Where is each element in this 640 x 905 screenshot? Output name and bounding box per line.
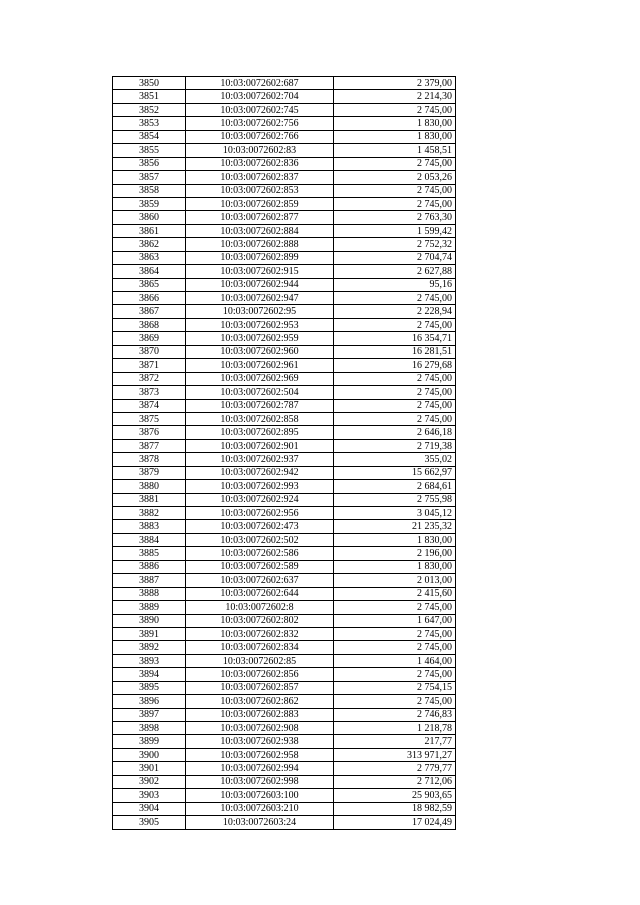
row-number-cell: 3871 (113, 359, 186, 372)
value-cell: 17 024,49 (334, 816, 456, 829)
cadastral-number-cell: 10:03:0072603:100 (186, 789, 334, 802)
cadastral-number-cell: 10:03:0072603:210 (186, 802, 334, 815)
cadastral-number-cell: 10:03:0072602:942 (186, 466, 334, 479)
cadastral-number-cell: 10:03:0072602:969 (186, 372, 334, 385)
cadastral-number-cell: 10:03:0072602:85 (186, 654, 334, 667)
cadastral-number-cell: 10:03:0072602:956 (186, 507, 334, 520)
table-row (113, 453, 456, 466)
table-row (113, 224, 456, 237)
value-cell: 2 755,98 (334, 493, 456, 506)
table-row (113, 332, 456, 345)
table-row (113, 614, 456, 627)
row-number-cell: 3868 (113, 318, 186, 331)
row-number-cell: 3890 (113, 614, 186, 627)
cadastral-number-cell: 10:03:0072602:858 (186, 412, 334, 425)
cadastral-number-cell: 10:03:0072602:704 (186, 90, 334, 103)
cadastral-number-cell: 10:03:0072602:836 (186, 157, 334, 170)
table-row (113, 399, 456, 412)
table-row (113, 748, 456, 761)
value-cell: 2 745,00 (334, 103, 456, 116)
value-cell: 1 464,00 (334, 654, 456, 667)
value-cell: 1 218,78 (334, 722, 456, 735)
cadastral-number-cell: 10:03:0072602:589 (186, 560, 334, 573)
table-row (113, 439, 456, 452)
cadastral-number-cell: 10:03:0072602:856 (186, 668, 334, 681)
table-row (113, 426, 456, 439)
value-cell: 2 745,00 (334, 197, 456, 210)
row-number-cell: 3856 (113, 157, 186, 170)
row-number-cell: 3876 (113, 426, 186, 439)
cadastral-number-cell: 10:03:0072602:883 (186, 708, 334, 721)
cadastral-number-cell: 10:03:0072602:787 (186, 399, 334, 412)
cadastral-number-cell: 10:03:0072602:998 (186, 775, 334, 788)
value-cell: 2 415,60 (334, 587, 456, 600)
value-cell: 2 214,30 (334, 90, 456, 103)
table-row (113, 77, 456, 90)
value-cell: 2 745,00 (334, 292, 456, 305)
row-number-cell: 3855 (113, 144, 186, 157)
table-row (113, 735, 456, 748)
table-row (113, 359, 456, 372)
table-row (113, 520, 456, 533)
cadastral-number-cell: 10:03:0072602:687 (186, 77, 334, 90)
table-row (113, 265, 456, 278)
row-number-cell: 3852 (113, 103, 186, 116)
row-number-cell: 3878 (113, 453, 186, 466)
row-number-cell: 3894 (113, 668, 186, 681)
row-number-cell: 3860 (113, 211, 186, 224)
cadastral-number-cell: 10:03:0072602:95 (186, 305, 334, 318)
table-row (113, 197, 456, 210)
value-cell: 2 712,06 (334, 775, 456, 788)
value-cell: 2 196,00 (334, 547, 456, 560)
row-number-cell: 3897 (113, 708, 186, 721)
table-row (113, 507, 456, 520)
row-number-cell: 3853 (113, 117, 186, 130)
value-cell: 2 627,88 (334, 265, 456, 278)
value-cell: 1 830,00 (334, 117, 456, 130)
table-row (113, 775, 456, 788)
value-cell: 2 013,00 (334, 574, 456, 587)
cadastral-number-cell: 10:03:0072602:586 (186, 547, 334, 560)
row-number-cell: 3874 (113, 399, 186, 412)
cadastral-number-cell: 10:03:0072602:944 (186, 278, 334, 291)
table-row (113, 412, 456, 425)
row-number-cell: 3869 (113, 332, 186, 345)
cadastral-number-cell: 10:03:0072602:947 (186, 292, 334, 305)
row-number-cell: 3882 (113, 507, 186, 520)
table-row (113, 816, 456, 829)
cadastral-number-cell: 10:03:0072602:908 (186, 722, 334, 735)
value-cell: 21 235,32 (334, 520, 456, 533)
row-number-cell: 3891 (113, 627, 186, 640)
value-cell: 2 745,00 (334, 412, 456, 425)
value-cell: 1 647,00 (334, 614, 456, 627)
cadastral-number-cell: 10:03:0072602:745 (186, 103, 334, 116)
cadastral-number-cell: 10:03:0072602:953 (186, 318, 334, 331)
table-row (113, 466, 456, 479)
row-number-cell: 3883 (113, 520, 186, 533)
row-number-cell: 3879 (113, 466, 186, 479)
row-number-cell: 3900 (113, 748, 186, 761)
cadastral-number-cell: 10:03:0072602:961 (186, 359, 334, 372)
value-cell: 2 779,77 (334, 762, 456, 775)
value-cell: 2 745,00 (334, 627, 456, 640)
value-cell: 2 646,18 (334, 426, 456, 439)
value-cell: 313 971,27 (334, 748, 456, 761)
value-cell: 3 045,12 (334, 507, 456, 520)
table-row (113, 90, 456, 103)
table-row (113, 386, 456, 399)
cadastral-number-cell: 10:03:0072602:958 (186, 748, 334, 761)
value-cell: 1 458,51 (334, 144, 456, 157)
value-cell: 2 745,00 (334, 157, 456, 170)
row-number-cell: 3884 (113, 533, 186, 546)
value-cell: 2 763,30 (334, 211, 456, 224)
value-cell: 2 053,26 (334, 171, 456, 184)
table-row (113, 587, 456, 600)
cadastral-number-cell: 10:03:0072602:899 (186, 251, 334, 264)
cadastral-number-cell: 10:03:0072602:8 (186, 601, 334, 614)
value-cell: 2 754,15 (334, 681, 456, 694)
cadastral-number-cell: 10:03:0072602:837 (186, 171, 334, 184)
table-row (113, 601, 456, 614)
cadastral-number-cell: 10:03:0072603:24 (186, 816, 334, 829)
row-number-cell: 3903 (113, 789, 186, 802)
row-number-cell: 3861 (113, 224, 186, 237)
table-row (113, 668, 456, 681)
cadastral-number-cell: 10:03:0072602:834 (186, 641, 334, 654)
row-number-cell: 3904 (113, 802, 186, 815)
table-row (113, 802, 456, 815)
row-number-cell: 3905 (113, 816, 186, 829)
cadastral-number-cell: 10:03:0072602:862 (186, 695, 334, 708)
value-cell: 2 745,00 (334, 386, 456, 399)
row-number-cell: 3866 (113, 292, 186, 305)
cadastral-number-cell: 10:03:0072602:853 (186, 184, 334, 197)
table-row (113, 103, 456, 116)
row-number-cell: 3885 (113, 547, 186, 560)
row-number-cell: 3881 (113, 493, 186, 506)
table-row (113, 560, 456, 573)
table-row (113, 117, 456, 130)
value-cell: 2 745,00 (334, 601, 456, 614)
cadastral-number-cell: 10:03:0072602:504 (186, 386, 334, 399)
value-cell: 2 719,38 (334, 439, 456, 452)
table-row (113, 493, 456, 506)
row-number-cell: 3854 (113, 130, 186, 143)
cadastral-number-cell: 10:03:0072602:637 (186, 574, 334, 587)
value-cell: 16 279,68 (334, 359, 456, 372)
row-number-cell: 3850 (113, 77, 186, 90)
value-cell: 2 745,00 (334, 318, 456, 331)
table-row (113, 292, 456, 305)
row-number-cell: 3864 (113, 265, 186, 278)
value-cell: 95,16 (334, 278, 456, 291)
table-row (113, 278, 456, 291)
value-cell: 355,02 (334, 453, 456, 466)
row-number-cell: 3901 (113, 762, 186, 775)
value-cell: 2 746,83 (334, 708, 456, 721)
row-number-cell: 3902 (113, 775, 186, 788)
cadastral-number-cell: 10:03:0072602:924 (186, 493, 334, 506)
row-number-cell: 3880 (113, 480, 186, 493)
row-number-cell: 3877 (113, 439, 186, 452)
row-number-cell: 3895 (113, 681, 186, 694)
value-cell: 2 745,00 (334, 695, 456, 708)
cadastral-number-cell: 10:03:0072602:888 (186, 238, 334, 251)
value-cell: 2 745,00 (334, 399, 456, 412)
value-cell: 2 704,74 (334, 251, 456, 264)
value-cell: 1 830,00 (334, 130, 456, 143)
cadastral-number-cell: 10:03:0072602:83 (186, 144, 334, 157)
table-row (113, 762, 456, 775)
cadastral-number-cell: 10:03:0072602:756 (186, 117, 334, 130)
table-row (113, 171, 456, 184)
cadastral-number-cell: 10:03:0072602:915 (186, 265, 334, 278)
row-number-cell: 3898 (113, 722, 186, 735)
cadastral-number-cell: 10:03:0072602:901 (186, 439, 334, 452)
table-row (113, 130, 456, 143)
cadastral-number-cell: 10:03:0072602:473 (186, 520, 334, 533)
value-cell: 25 903,65 (334, 789, 456, 802)
cadastral-number-cell: 10:03:0072602:859 (186, 197, 334, 210)
row-number-cell: 3896 (113, 695, 186, 708)
value-cell: 1 830,00 (334, 560, 456, 573)
table-row (113, 695, 456, 708)
row-number-cell: 3888 (113, 587, 186, 600)
row-number-cell: 3857 (113, 171, 186, 184)
row-number-cell: 3886 (113, 560, 186, 573)
table-row (113, 641, 456, 654)
table-row (113, 157, 456, 170)
table-row (113, 654, 456, 667)
row-number-cell: 3873 (113, 386, 186, 399)
table-row (113, 184, 456, 197)
cadastral-number-cell: 10:03:0072602:802 (186, 614, 334, 627)
table-row (113, 722, 456, 735)
table-row (113, 708, 456, 721)
cadastral-number-cell: 10:03:0072602:994 (186, 762, 334, 775)
value-cell: 16 281,51 (334, 345, 456, 358)
cadastral-number-cell: 10:03:0072602:938 (186, 735, 334, 748)
cadastral-number-cell: 10:03:0072602:884 (186, 224, 334, 237)
value-cell: 2 752,32 (334, 238, 456, 251)
table-row (113, 251, 456, 264)
cadastral-number-cell: 10:03:0072602:959 (186, 332, 334, 345)
cadastral-number-cell: 10:03:0072602:644 (186, 587, 334, 600)
table-row (113, 533, 456, 546)
row-number-cell: 3887 (113, 574, 186, 587)
table-row (113, 211, 456, 224)
value-cell: 2 745,00 (334, 668, 456, 681)
cadastral-value-table (112, 76, 456, 830)
table-row (113, 574, 456, 587)
row-number-cell: 3872 (113, 372, 186, 385)
row-number-cell: 3899 (113, 735, 186, 748)
table-row (113, 372, 456, 385)
cadastral-number-cell: 10:03:0072602:877 (186, 211, 334, 224)
row-number-cell: 3892 (113, 641, 186, 654)
table-row (113, 480, 456, 493)
row-number-cell: 3893 (113, 654, 186, 667)
row-number-cell: 3862 (113, 238, 186, 251)
table-row (113, 681, 456, 694)
cadastral-number-cell: 10:03:0072602:937 (186, 453, 334, 466)
table-row (113, 318, 456, 331)
row-number-cell: 3858 (113, 184, 186, 197)
table-row (113, 238, 456, 251)
value-cell: 2 228,94 (334, 305, 456, 318)
value-cell: 15 662,97 (334, 466, 456, 479)
table-row (113, 305, 456, 318)
row-number-cell: 3863 (113, 251, 186, 264)
row-number-cell: 3859 (113, 197, 186, 210)
value-cell: 18 982,59 (334, 802, 456, 815)
cadastral-number-cell: 10:03:0072602:993 (186, 480, 334, 493)
cadastral-number-cell: 10:03:0072602:960 (186, 345, 334, 358)
value-cell: 16 354,71 (334, 332, 456, 345)
row-number-cell: 3851 (113, 90, 186, 103)
value-cell: 2 684,61 (334, 480, 456, 493)
row-number-cell: 3865 (113, 278, 186, 291)
table-row (113, 627, 456, 640)
table-body (113, 77, 456, 830)
row-number-cell: 3889 (113, 601, 186, 614)
cadastral-number-cell: 10:03:0072602:895 (186, 426, 334, 439)
cadastral-number-cell: 10:03:0072602:766 (186, 130, 334, 143)
value-cell: 2 379,00 (334, 77, 456, 90)
value-cell: 1 599,42 (334, 224, 456, 237)
table-row (113, 547, 456, 560)
table-row (113, 144, 456, 157)
value-cell: 2 745,00 (334, 641, 456, 654)
cadastral-number-cell: 10:03:0072602:857 (186, 681, 334, 694)
row-number-cell: 3875 (113, 412, 186, 425)
table-row (113, 789, 456, 802)
row-number-cell: 3870 (113, 345, 186, 358)
table-row (113, 345, 456, 358)
value-cell: 2 745,00 (334, 184, 456, 197)
value-cell: 1 830,00 (334, 533, 456, 546)
cadastral-number-cell: 10:03:0072602:502 (186, 533, 334, 546)
value-cell: 217,77 (334, 735, 456, 748)
row-number-cell: 3867 (113, 305, 186, 318)
value-cell: 2 745,00 (334, 372, 456, 385)
cadastral-number-cell: 10:03:0072602:832 (186, 627, 334, 640)
